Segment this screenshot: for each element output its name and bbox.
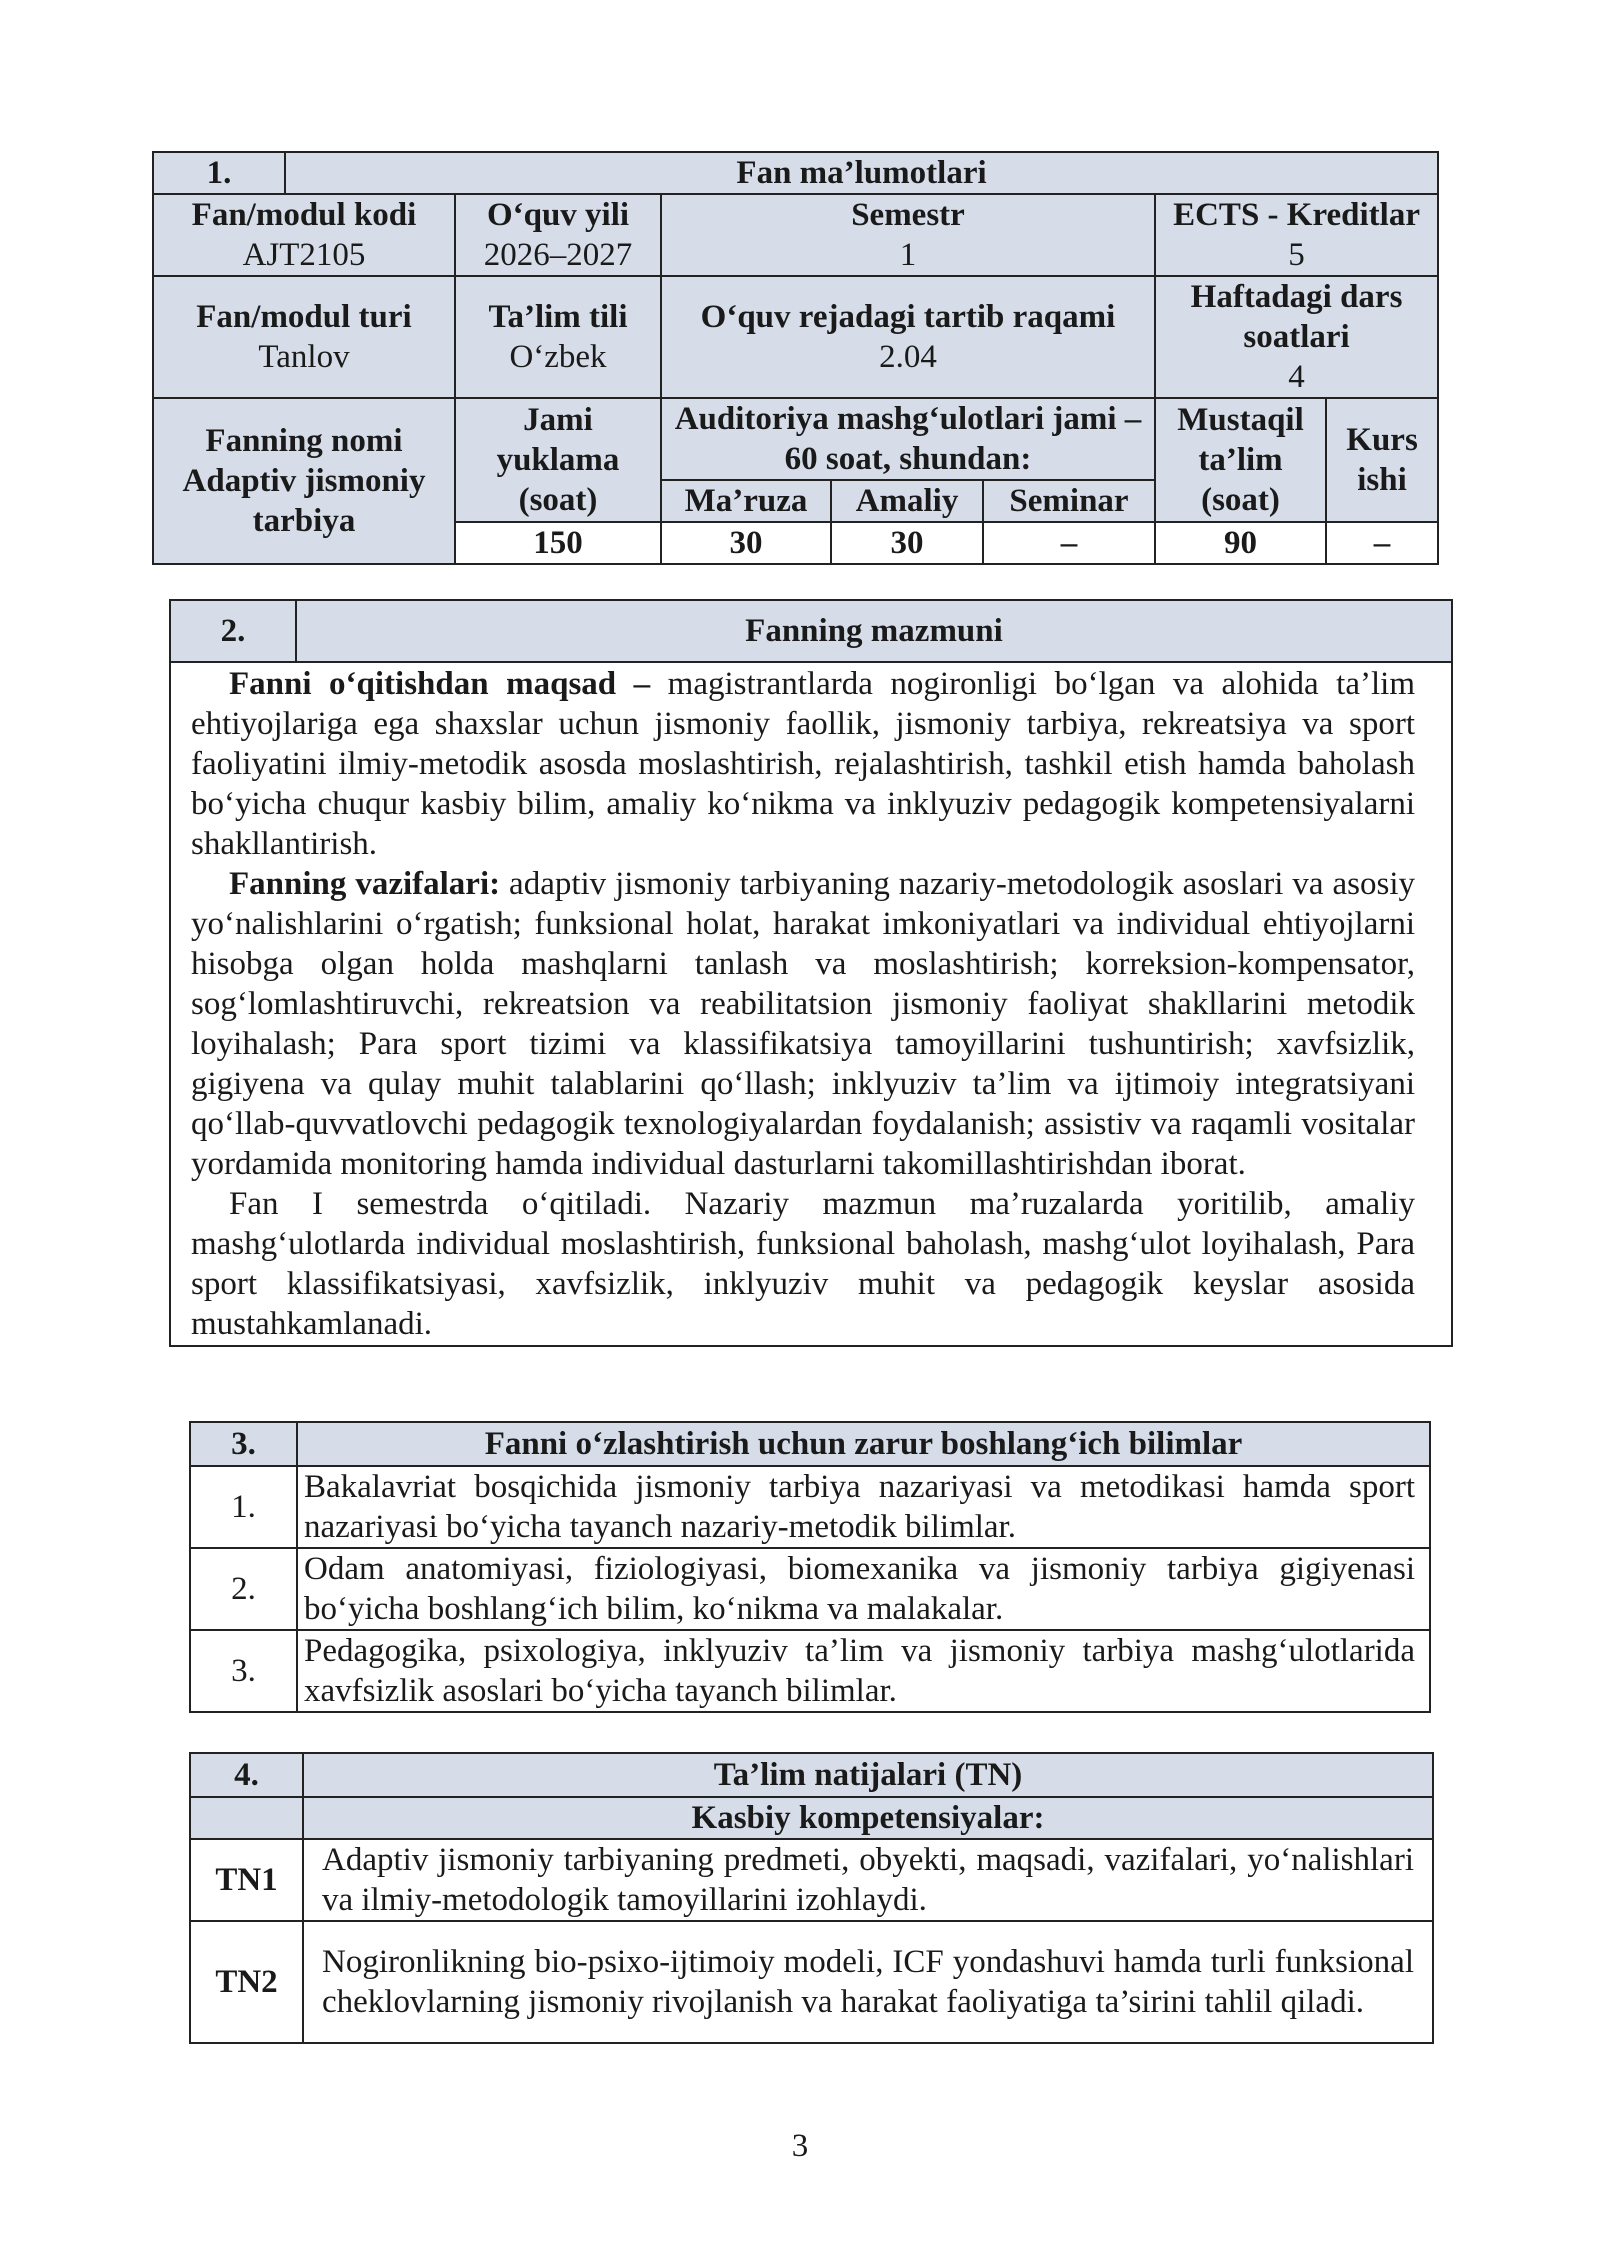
prerequisites-table [189, 1421, 1431, 1713]
seminar-label: Seminar [983, 480, 1155, 522]
row-text: Odam anatomiyasi, fiziologiyasi, biomexanika va jismoniy tarbiya gigiyenasi bo‘yicha boshlang‘ich bilim, ko‘nikma va malakalar. [297, 1548, 1430, 1630]
total-label: Jami yuklama (soat) [455, 398, 661, 522]
tasks-text: adaptiv jismoniy tarbiyaning nazariy-metodologik asoslari va asosiy yo‘nalishlarini o‘rgatish; funksional holat, harakat imkoniyatlari va individual ehtiyojlarni hisobga olgan holda mashqlarni tanlash va moslashtirish; korreksion-kompensator, sog‘lomlashtiruvchi, rekreatsion va reabilitatsion jismoniy faoliyat shakllarini metodik loyihalash; Para sport tizimi va klassifikatsiya tamoyillarini tushuntirish; xavfsizlik, gigiyena va qulay muhit talablarini qo‘llash; inklyuziv ta’lim va ijtimoiy integratsiyani qo‘llab-quvvatlovchi pedagogik texnologiyalardan foydalanish; assistiv va raqamli vositalar yordamida monitoring hamda individual dasturlarni takomillashtirishdan iborat. [191, 866, 1415, 1182]
course-work-label: Kurs ishi [1326, 398, 1438, 522]
seminar-value: – [983, 522, 1155, 564]
independent-value: 90 [1155, 522, 1326, 564]
section-number: 3. [190, 1422, 297, 1466]
weekly-label: Haftadagi dars soatlari [1190, 279, 1403, 355]
code-label: Fan/modul kodi [191, 197, 417, 233]
section-title: Fanni o‘zlashtirish uchun zarur boshlang‘ich bilimlar [297, 1422, 1430, 1466]
year-cell [455, 194, 661, 276]
goal-text: magistrantlarda nogironligi bo‘lgan va alohida ta’lim ehtiyojlariga ega shaxslar uchun jismoniy faollik, jismoniy tarbiya, rekreatsiya va sport faoliyatini ilmiy-metodik asosda moslashtirish, rejalashtirish, tashkil etish hamda baholash bo‘yicha chuqur kasbiy bilim, amaliy ko‘nikma va inklyuziv pedagogik kompetensiyalarni shakllantirish. [191, 666, 1415, 862]
row-text: Pedagogika, psixologiya, inklyuziv ta’lim va jismoniy tarbiya mashg‘ulotlarida xavfsizlik asoslari bo‘yicha tayanch bilimlar. [297, 1630, 1430, 1712]
course-content-table [169, 599, 1453, 1347]
year-label: O‘quv yili [486, 197, 630, 233]
course-info-table [152, 151, 1439, 565]
type-cell [153, 276, 455, 398]
lecture-label: Ma’ruza [661, 480, 831, 522]
type-value: Tanlov [258, 339, 350, 375]
outcome-text: Adaptiv jismoniy tarbiyaning predmeti, obyekti, maqsadi, vazifalari, yo‘nalishlari va ilmiy-metodologik tamoyillarini izohlaydi. [303, 1839, 1433, 1921]
name-value: Adaptiv jismoniy tarbiya [182, 463, 426, 539]
empty-cell [190, 1797, 303, 1839]
name-cell [153, 398, 455, 564]
lecture-value: 30 [661, 522, 831, 564]
table-row [190, 1921, 1433, 2043]
goal-paragraph [191, 664, 1415, 864]
auditorium-label: Auditoriya mashg‘ulotlari jami – 60 soat, shundan: [661, 398, 1155, 480]
ects-value: 5 [1288, 237, 1305, 273]
section-title: Fan ma’lumotlari [285, 152, 1438, 194]
table-row [190, 1839, 1433, 1921]
tasks-paragraph [191, 864, 1415, 1184]
section-number: 1. [153, 152, 285, 194]
table-row [190, 1466, 1430, 1548]
total-value: 150 [455, 522, 661, 564]
row-number: 2. [190, 1548, 297, 1630]
table-row [190, 1630, 1430, 1712]
outcome-code: TN2 [190, 1921, 303, 2043]
semester-paragraph: Fan I semestrda o‘qitiladi. Nazariy mazmun ma’ruzalarda yoritilib, amaliy mashg‘ulotlarda individual moslashtirish, funksional baholash, mashg‘ulot loyihalash, Para sport klassifikatsiyasi, xavfsizlik, inklyuziv muhit va pedagogik keyslar asosida mustahkamlanadi. [191, 1186, 1415, 1342]
ects-cell [1155, 194, 1438, 276]
order-label: O‘quv rejadagi tartib raqami [700, 299, 1116, 335]
independent-label: Mustaqil ta’lim (soat) [1155, 398, 1326, 522]
semester-cell [661, 194, 1155, 276]
ects-label: ECTS - Kreditlar [1173, 197, 1420, 233]
section-title: Fanning mazmuni [296, 600, 1452, 662]
section-number: 2. [170, 600, 296, 662]
row-number: 3. [190, 1630, 297, 1712]
section-number: 4. [190, 1753, 303, 1797]
section-title: Ta’lim natijalari (TN) [303, 1753, 1433, 1797]
order-cell [661, 276, 1155, 398]
learning-outcomes-table [189, 1752, 1434, 2044]
semester-value: 1 [899, 237, 917, 273]
row-text: Bakalavriat bosqichida jismoniy tarbiya nazariyasi va metodikasi hamda sport nazariyasi bo‘yicha tayanch nazariy-metodik bilimlar. [297, 1466, 1430, 1548]
row-number: 1. [190, 1466, 297, 1548]
goal-heading: Fanni o‘qitishdan maqsad – [229, 666, 651, 702]
lang-cell [455, 276, 661, 398]
code-value: AJT2105 [242, 237, 366, 273]
semester-label: Semestr [851, 197, 965, 233]
weekly-value: 4 [1288, 359, 1305, 395]
practical-label: Amaliy [831, 480, 983, 522]
name-label: Fanning nomi [205, 423, 403, 459]
year-value: 2026–2027 [483, 237, 633, 273]
content-cell [170, 662, 1452, 1346]
page-number: 3 [791, 2128, 809, 2164]
tasks-heading: Fanning vazifalari: [229, 866, 501, 902]
outcome-text: Nogironlikning bio-psixo-ijtimoiy modeli, ICF yondashuvi hamda turli funksional cheklovlarning jismoniy rivojlanish va harakat faoliyatiga ta’sirini tahlil qiladi. [303, 1921, 1433, 2043]
order-value: 2.04 [879, 339, 937, 375]
type-label: Fan/modul turi [196, 299, 412, 335]
practical-value: 30 [831, 522, 983, 564]
section-subtitle: Kasbiy kompetensiyalar: [303, 1797, 1433, 1839]
lang-label: Ta’lim tili [488, 299, 628, 335]
course-work-value: – [1326, 522, 1438, 564]
table-row [190, 1548, 1430, 1630]
weekly-cell [1155, 276, 1438, 398]
code-cell [153, 194, 455, 276]
lang-value: O‘zbek [509, 339, 607, 375]
outcome-code: TN1 [190, 1839, 303, 1921]
